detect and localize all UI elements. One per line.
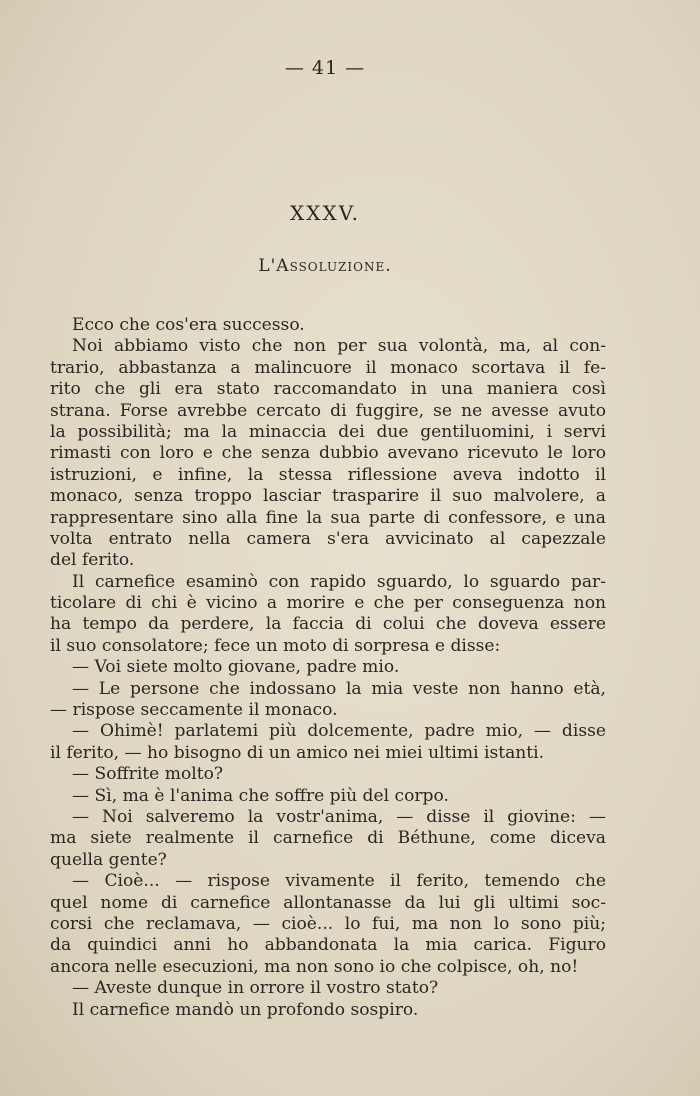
text-line: strana. Forse avrebbe cercato di fuggire, se ne avesse avuto xyxy=(50,400,606,421)
text-line: — Ohimè! parlatemi più dolcemente, padre mio, — disse xyxy=(72,721,606,742)
text-line: il suo consolatore; fece un moto di sorpresa e disse: xyxy=(50,635,501,656)
text-line: trario, abbastanza a malincuore il monaco scortava il fe- xyxy=(50,357,606,378)
text-line: da quindici anni ho abbandonata la mia carica. Figuro xyxy=(50,935,606,956)
text-line: ancora nelle esecuzioni, ma non sono io che colpisce, oh, no! xyxy=(50,956,579,977)
text-line: ticolare di chi è vicino a morire e che per conseguenza non xyxy=(50,593,606,614)
text-line: — Le persone che indossano la mia veste non hanno età, xyxy=(72,678,606,699)
text-line: Il carnefice mandò un profondo sospiro. xyxy=(72,999,419,1020)
text-line: la possibilità; ma la minaccia dei due gentiluomini, i servi xyxy=(50,421,606,442)
body-text xyxy=(50,315,606,1021)
text-line: rappresentare sino alla fine la sua parte di confessore, e una xyxy=(50,507,606,528)
text-line: il ferito, — ho bisogno di un amico nei miei ultimi istanti. xyxy=(50,742,545,763)
text-line: corsi che reclamava, — cioè... lo fui, ma non lo sono più; xyxy=(50,913,606,934)
chapter-number: XXXV. xyxy=(289,201,361,225)
text-line: quel nome di carnefice allontanasse da lui gli ultimi soc- xyxy=(50,892,606,913)
text-line: monaco, senza troppo lasciar trasparire il suo malvolere, a xyxy=(50,486,606,507)
text-line: Ecco che cos'era successo. xyxy=(72,315,305,335)
text-line: ha tempo da perdere, la faccia di colui che doveva essere xyxy=(50,614,606,635)
text-line: — Sì, ma è l'anima che soffre più del corpo. xyxy=(72,785,449,806)
text-line: del ferito. xyxy=(50,550,135,571)
text-line: ma siete realmente il carnefice di Béthune, come diceva xyxy=(50,828,606,849)
text-line: rimasti con loro e che senza dubbio avevano ricevuto le loro xyxy=(50,443,606,464)
text-line: rito che gli era stato raccomandato in una maniera così xyxy=(50,379,606,400)
text-line: — Cioè... — rispose vivamente il ferito, temendo che xyxy=(72,871,606,892)
text-line: quella gente? xyxy=(50,849,167,870)
text-line: istruzioni, e infine, la stessa riflessione aveva indotto il xyxy=(50,464,606,485)
text-line: Il carnefice esaminò con rapido sguardo, lo sguardo par- xyxy=(72,571,606,592)
text-line: Noi abbiamo visto che non per sua volontà, ma, al con- xyxy=(72,336,606,357)
page-number: — 41 — xyxy=(284,57,366,79)
chapter-title: L'Assoluzione. xyxy=(258,256,392,276)
text-line: — Aveste dunque in orrore il vostro stato? xyxy=(72,978,439,999)
text-line: — Soffrite molto? xyxy=(72,764,224,785)
text-line: — Noi salveremo la vostr'anima, — disse il giovine: — xyxy=(72,806,606,827)
text-line: — rispose seccamente il monaco. xyxy=(50,700,338,721)
text-line: volta entrato nella camera s'era avvicinato al capezzale xyxy=(50,528,606,549)
text-line: — Voi siete molto giovane, padre mio. xyxy=(72,657,400,678)
